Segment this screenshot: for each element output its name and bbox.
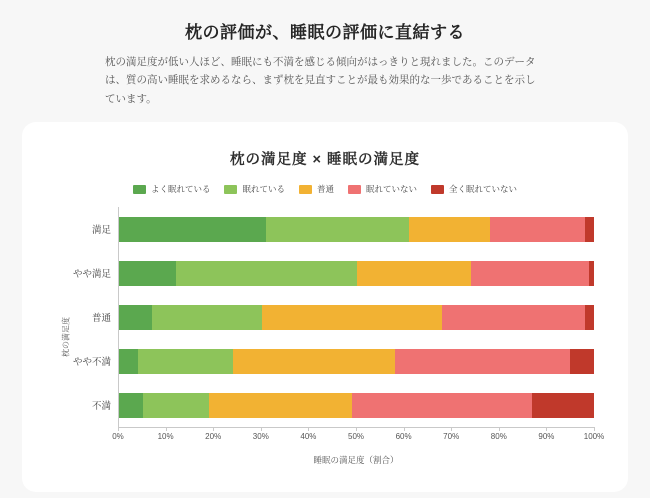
x-tick-label: 80% xyxy=(490,432,507,442)
x-tick-label: 0% xyxy=(112,432,124,442)
bar-row xyxy=(91,383,594,427)
bar-segment[interactable] xyxy=(119,261,176,286)
legend-item[interactable] xyxy=(299,183,334,195)
bar-segment[interactable] xyxy=(442,305,585,330)
bar-segment[interactable] xyxy=(585,305,595,330)
legend-label: 眠れていない xyxy=(366,184,418,195)
y-tick-label: 満足 xyxy=(91,225,111,237)
x-tick-label: 10% xyxy=(157,432,174,442)
legend-label: よく眠れている xyxy=(150,184,211,195)
legend-swatch-icon xyxy=(431,185,444,194)
chart-card xyxy=(22,122,628,492)
x-axis xyxy=(112,427,605,448)
page-lede: 枕の満足度が低い人ほど、睡眠にも不満を感じる傾向がはっきりと現れました。このデータは、質の高い睡眠を求めるなら、まず枕を見直すことが最も効果的な一歩であることを示しています。 xyxy=(105,56,536,105)
bar-rows xyxy=(72,207,594,427)
legend-item[interactable] xyxy=(431,183,517,195)
bar-segment[interactable] xyxy=(119,217,266,242)
bar-segment[interactable] xyxy=(262,305,443,330)
stacked-bar[interactable] xyxy=(119,305,594,330)
x-tick-label: 40% xyxy=(300,432,317,442)
bar-segment[interactable] xyxy=(357,261,471,286)
legend-label: 全く眠れていない xyxy=(449,184,518,195)
legend-swatch-icon xyxy=(348,185,361,194)
bar-segment[interactable] xyxy=(352,393,533,418)
bar-row xyxy=(72,251,594,295)
bar-segment[interactable] xyxy=(409,217,490,242)
bar-segment[interactable] xyxy=(119,305,152,330)
bar-segment[interactable] xyxy=(570,349,594,374)
chart-title: 枕の満足度 × 睡眠の満足度 xyxy=(229,152,421,169)
bar-row xyxy=(91,207,594,251)
plot-area xyxy=(40,207,610,466)
bar-segment[interactable] xyxy=(119,393,143,418)
legend-swatch-icon xyxy=(299,185,312,194)
x-tick-label: 70% xyxy=(443,432,460,442)
stacked-bar[interactable] xyxy=(119,261,594,286)
bar-segment[interactable] xyxy=(532,393,594,418)
bar-segment[interactable] xyxy=(471,261,590,286)
legend-item[interactable] xyxy=(133,183,211,195)
stacked-bar[interactable] xyxy=(119,349,594,374)
x-tick-label: 50% xyxy=(347,432,365,442)
bar-segment[interactable] xyxy=(209,393,352,418)
stacked-bar[interactable] xyxy=(119,393,594,418)
legend-label: 普通 xyxy=(316,184,334,195)
x-tick-label: 100% xyxy=(583,432,605,442)
x-tick-label: 90% xyxy=(538,432,555,442)
bar-row xyxy=(91,295,594,339)
legend-item[interactable] xyxy=(224,183,285,195)
stacked-bar[interactable] xyxy=(119,217,594,242)
x-axis-title: 睡眠の満足度（割合） xyxy=(313,455,399,466)
bar-segment[interactable] xyxy=(490,217,585,242)
bar-segment[interactable] xyxy=(176,261,357,286)
bar-segment[interactable] xyxy=(152,305,261,330)
x-tick-label: 20% xyxy=(205,432,222,442)
legend-item[interactable] xyxy=(348,183,417,195)
chart-legend xyxy=(40,183,610,195)
bar-segment[interactable] xyxy=(143,393,210,418)
bar-segment[interactable] xyxy=(138,349,233,374)
y-tick-label: やや不満 xyxy=(72,357,111,369)
y-tick-label: 普通 xyxy=(91,313,111,325)
bar-segment[interactable] xyxy=(266,217,409,242)
page-headline: 枕の評価が、睡眠の評価に直結する xyxy=(185,23,465,42)
y-tick-label: 不満 xyxy=(91,401,111,413)
bar-segment[interactable] xyxy=(395,349,571,374)
legend-swatch-icon xyxy=(224,185,237,194)
y-axis-title: 枕の満足度 xyxy=(61,316,71,357)
y-tick-label: やや満足 xyxy=(72,269,111,281)
x-tick-label: 60% xyxy=(395,432,412,442)
bar-row xyxy=(72,339,594,383)
legend-label: 眠れている xyxy=(242,184,285,195)
bar-segment[interactable] xyxy=(119,349,138,374)
bar-segment[interactable] xyxy=(585,217,595,242)
bar-segment[interactable] xyxy=(233,349,395,374)
legend-swatch-icon xyxy=(133,185,146,194)
bar-segment[interactable] xyxy=(589,261,594,286)
x-tick-label: 30% xyxy=(252,432,269,442)
